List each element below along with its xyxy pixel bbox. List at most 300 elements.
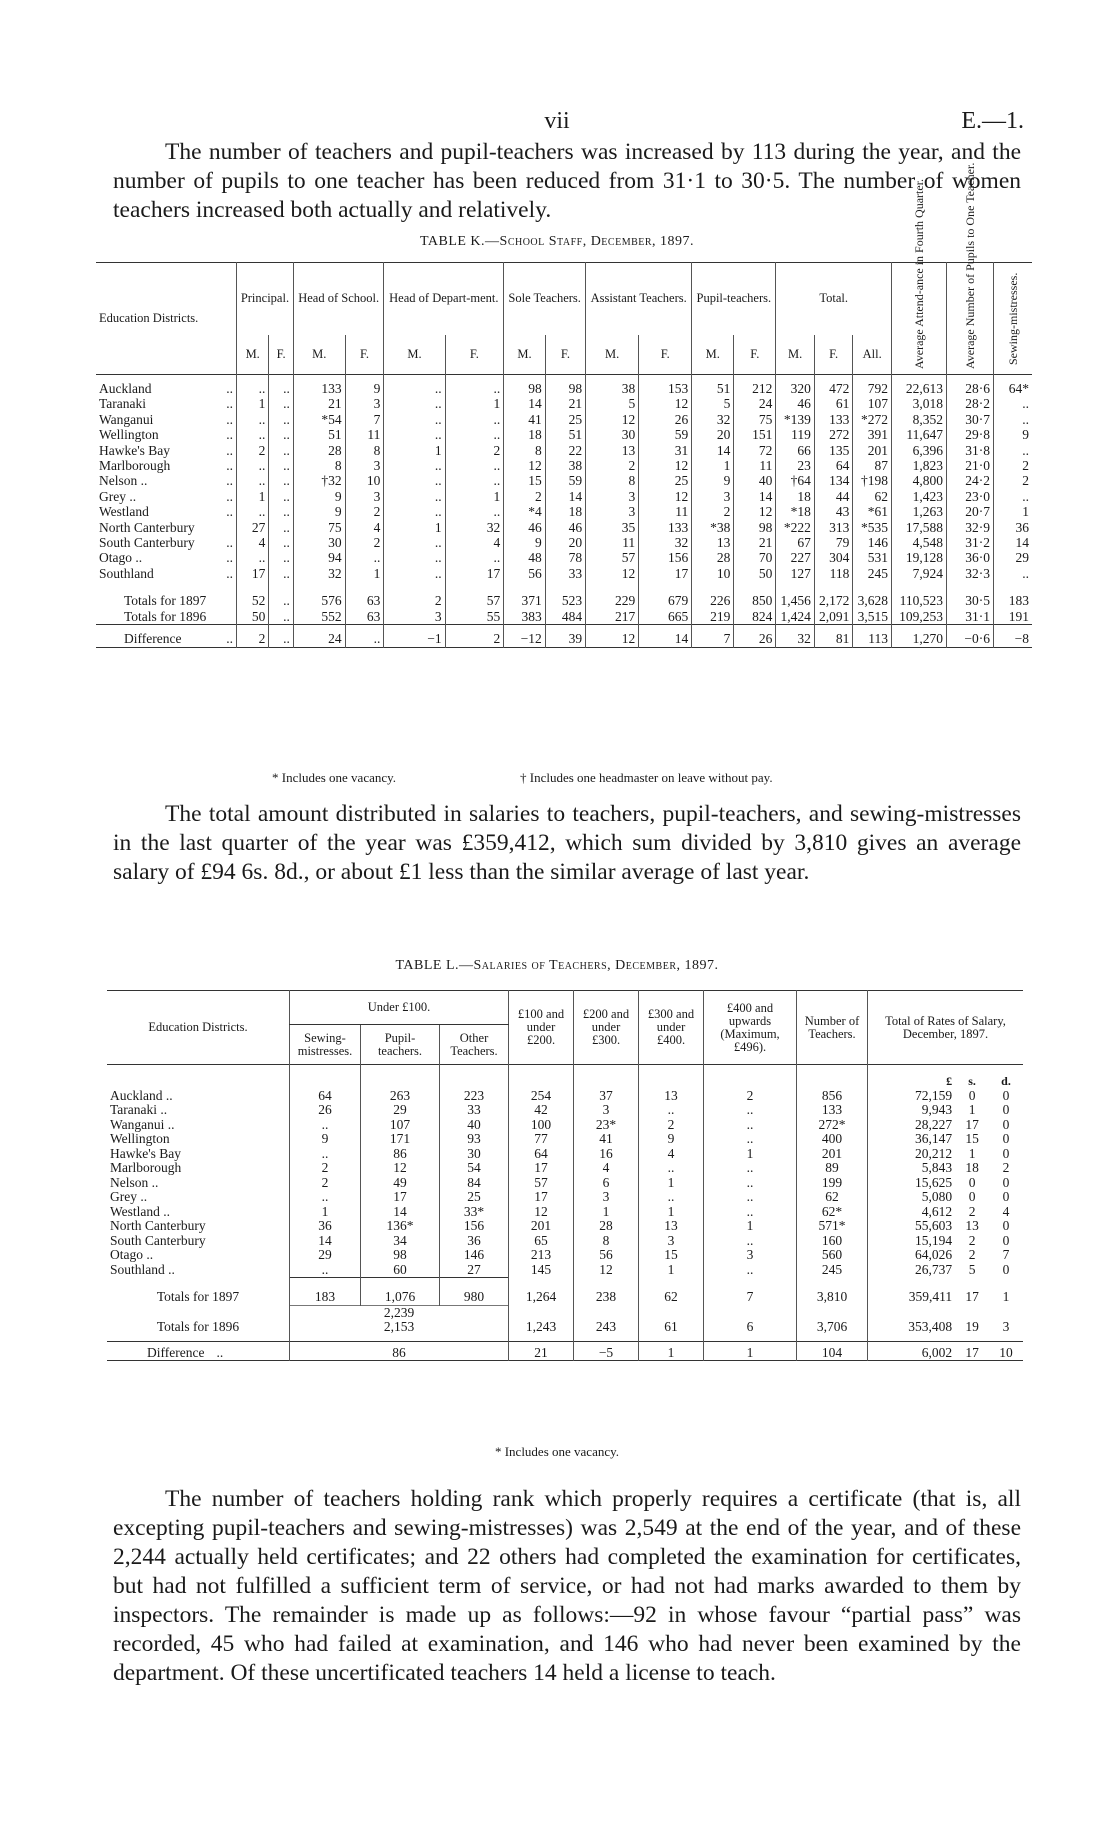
k-row-northcanterbury-pupil-m: *38 <box>692 520 734 535</box>
l-row-westland <box>107 1205 1023 1220</box>
l-row-auckland-pupil: 263 <box>361 1089 440 1104</box>
k-row-marlborough-label: Marlborough <box>99 458 171 474</box>
l-difference-dots: .. <box>216 1344 224 1360</box>
l-row-taranaki-label: Taranaki .. <box>110 1102 168 1117</box>
k-row-northcanterbury-sole-m: 46 <box>504 520 546 535</box>
l-row-auckland-sewing: 64 <box>290 1089 361 1104</box>
k-row-wellington-name <box>96 427 237 442</box>
k-totals-1897-assistant-m: 229 <box>586 581 639 608</box>
th-assistant-f: F. <box>639 335 692 375</box>
l-row-taranaki-pence: 0 <box>1002 1102 1010 1117</box>
l-row-southland-other: 27 <box>440 1263 509 1278</box>
l-row-nelson-number: 199 <box>797 1176 868 1191</box>
l-row-grey-sewing: .. <box>290 1190 361 1205</box>
l-row-wellington-name <box>107 1132 290 1147</box>
k-row-hawkesbay-principal-f: .. <box>269 443 294 458</box>
l-row-taranaki-100-200: 42 <box>509 1103 574 1118</box>
k-row-westland-assistant-m: 3 <box>586 504 639 519</box>
k-totals-1897-total-all: 3,628 <box>853 581 892 608</box>
l-row-grey-400-up: .. <box>704 1190 797 1205</box>
l-difference-number: 104 <box>797 1341 868 1361</box>
k-row-southland <box>96 566 1032 581</box>
th-principal: Principal. <box>237 263 294 335</box>
l-row-taranaki-300-400: .. <box>639 1103 704 1118</box>
k-row-nelson-assistant-f: 25 <box>639 473 692 488</box>
l-row-marlborough-400-up: .. <box>704 1161 797 1176</box>
k-row-westland-principal-m: .. <box>237 504 269 519</box>
k-row-wanganui-assistant-m: 12 <box>586 412 639 427</box>
k-row-hawkesbay-total-f: 135 <box>814 443 853 458</box>
l-totals-1897-shillings: 17 <box>965 1289 979 1304</box>
k-row-marlborough-total-m: 23 <box>776 458 815 473</box>
table-l-note-vacancy: * Includes one vacancy. <box>494 1444 620 1459</box>
lsd-shillings: s. <box>968 1073 976 1088</box>
k-row-marlborough-sole-m: 12 <box>504 458 546 473</box>
k-row-southcanterbury-total-m: 67 <box>776 535 815 550</box>
k-row-grey <box>96 489 1032 504</box>
l-combined-blank-number <box>797 1305 868 1320</box>
k-row-southcanterbury-pupil-f: 21 <box>734 535 776 550</box>
l-row-wanganui-number: 272* <box>797 1118 868 1133</box>
l-row-marlborough-pounds: 5,843 <box>868 1161 956 1176</box>
k-row-northcanterbury-sewing: 36 <box>994 520 1033 535</box>
k-row-southcanterbury-sole-f: 20 <box>545 535 585 550</box>
k-row-wanganui-total-m: *139 <box>776 412 815 427</box>
k-difference-sole-f: 39 <box>545 625 585 647</box>
l-row-southland-name <box>107 1263 290 1278</box>
l-row-nelson-pupil: 49 <box>361 1176 440 1191</box>
k-row-grey-avg-attendance: 1,423 <box>892 489 947 504</box>
l-row-hawkesbay-label: Hawke's Bay <box>110 1145 182 1161</box>
l-row-grey <box>107 1190 1023 1205</box>
l-row-westland-shillings: 2 <box>968 1203 976 1219</box>
k-row-southcanterbury-sole-m: 9 <box>504 535 546 550</box>
k-row-otago-avg-pupils: 36·0 <box>947 550 994 565</box>
k-row-southland-assistant-f: 17 <box>639 566 692 581</box>
k-row-southland-sole-m: 56 <box>504 566 546 581</box>
l-row-marlborough-name <box>107 1161 290 1176</box>
k-row-southcanterbury-dots: .. <box>226 535 233 551</box>
l-row-westland-pence: 4 <box>1002 1203 1010 1219</box>
l-row-auckland-pence: 0 <box>1002 1087 1010 1103</box>
l-row-marlborough-label: Marlborough <box>110 1160 182 1175</box>
th-l-number: Number of Teachers. <box>797 991 868 1065</box>
k-row-marlborough-dots: .. <box>226 458 233 474</box>
l-row-grey-name <box>107 1190 290 1205</box>
l-row-otago-400-up: 3 <box>704 1248 797 1263</box>
k-row-grey-assistant-m: 3 <box>586 489 639 504</box>
k-row-nelson-sole-f: 59 <box>545 473 585 488</box>
l-row-westland-number: 62* <box>797 1205 868 1220</box>
table-l-caption <box>0 958 1114 974</box>
k-row-grey-total-all: 62 <box>853 489 892 504</box>
k-difference-total-all: 113 <box>853 625 892 647</box>
l-row-otago-sewing: 29 <box>290 1248 361 1263</box>
k-row-wellington-assistant-m: 30 <box>586 427 639 442</box>
l-row-southcanterbury-shillings: 2 <box>968 1232 976 1248</box>
l-row-northcanterbury-100-200: 201 <box>509 1219 574 1234</box>
k-row-wanganui-head-dept-m: .. <box>384 412 445 427</box>
k-difference-name <box>96 625 237 647</box>
k-row-hawkesbay-total-m: 66 <box>776 443 815 458</box>
k-totals-1897-sole-m: 371 <box>504 581 546 608</box>
l-row-nelson-pounds: 15,625 <box>868 1176 956 1191</box>
lsd-spacer-other <box>440 1065 509 1089</box>
l-row-hawkesbay-name <box>107 1147 290 1162</box>
k-totals-1896-head-dept-f: 55 <box>445 609 504 625</box>
k-row-hawkesbay-sole-m: 8 <box>504 443 546 458</box>
l-row-wellington-pence: 0 <box>1002 1131 1010 1146</box>
th-pupil-teachers: Pupil-teachers. <box>692 263 776 335</box>
lsd-spacer-400 <box>704 1065 797 1089</box>
k-row-westland-pupil-m: 2 <box>692 504 734 519</box>
k-totals-1896-name <box>96 609 237 625</box>
k-row-wellington-sole-m: 18 <box>504 427 546 442</box>
k-row-marlborough-avg-pupils: 21·0 <box>947 458 994 473</box>
l-totals-1896-400-up: 6 <box>704 1320 797 1341</box>
k-row-taranaki-total-m: 46 <box>776 396 815 411</box>
l-row-grey-label: Grey .. <box>110 1189 148 1204</box>
lsd-spacer-sewing <box>290 1065 361 1089</box>
k-row-northcanterbury-assistant-m: 35 <box>586 520 639 535</box>
l-combined-1897-value: 2,239 <box>290 1305 509 1320</box>
k-row-otago-label: Otago .. <box>99 550 143 566</box>
k-totals-1897-head-dept-f: 57 <box>445 581 504 608</box>
l-row-taranaki-200-300: 3 <box>574 1103 639 1118</box>
l-combined-blank-300-400 <box>639 1305 704 1320</box>
l-row-nelson-pence: 0 <box>1002 1174 1010 1190</box>
l-row-hawkesbay-pupil: 86 <box>361 1147 440 1162</box>
k-row-marlborough-head-school-f: 3 <box>345 458 384 473</box>
l-totals-1897-400-up: 7 <box>704 1278 797 1306</box>
k-row-grey-principal-m: 1 <box>237 489 269 504</box>
l-row-westland-pounds: 4,612 <box>868 1205 956 1220</box>
k-row-otago-principal-f: .. <box>269 550 294 565</box>
k-difference-sole-m: −12 <box>504 625 546 647</box>
l-row-otago-pupil: 98 <box>361 1248 440 1263</box>
l-row-nelson-300-400: 1 <box>639 1176 704 1191</box>
k-row-auckland-total-all: 792 <box>853 375 892 397</box>
l-row-auckland <box>107 1089 1023 1104</box>
k-totals-1896-sole-m: 383 <box>504 609 546 625</box>
l-row-auckland-name <box>107 1089 290 1104</box>
k-row-grey-pupil-m: 3 <box>692 489 734 504</box>
k-row-wellington-total-all: 391 <box>853 427 892 442</box>
l-row-wellington-pounds: 36,147 <box>868 1132 956 1147</box>
l-row-westland-pupil: 14 <box>361 1205 440 1220</box>
k-row-wellington-total-m: 119 <box>776 427 815 442</box>
k-totals-1897-principal-f: .. <box>269 581 294 608</box>
k-totals-1897-pupil-f: 850 <box>734 581 776 608</box>
k-row-auckland-principal-m: .. <box>237 375 269 397</box>
k-row-grey-dots: .. <box>226 488 233 504</box>
k-row-nelson-name <box>96 473 237 488</box>
l-row-taranaki-other: 33 <box>440 1103 509 1118</box>
k-row-northcanterbury-total-f: 313 <box>814 520 853 535</box>
l-row-wanganui-100-200: 100 <box>509 1118 574 1133</box>
k-row-wanganui-head-dept-f: .. <box>445 412 504 427</box>
l-combined-spacer <box>107 1305 290 1320</box>
k-row-marlborough-avg-attendance: 1,823 <box>892 458 947 473</box>
k-row-hawkesbay-head-school-m: 28 <box>293 443 345 458</box>
th-l-100-200: £100 and under £200. <box>509 991 574 1065</box>
k-totals-1897-assistant-f: 679 <box>639 581 692 608</box>
l-row-taranaki-pounds: 9,943 <box>868 1103 956 1118</box>
k-row-otago-pupil-f: 70 <box>734 550 776 565</box>
k-row-auckland-total-m: 320 <box>776 375 815 397</box>
k-row-southcanterbury <box>96 535 1032 550</box>
l-row-grey-number: 62 <box>797 1190 868 1205</box>
table-k-note-vacancy: * Includes one vacancy. <box>272 770 397 785</box>
k-row-northcanterbury-avg-pupils: 32·9 <box>947 520 994 535</box>
k-row-auckland <box>96 375 1032 397</box>
l-row-grey-pupil: 17 <box>361 1190 440 1205</box>
k-difference <box>96 625 1032 647</box>
k-row-auckland-label: Auckland <box>99 381 152 396</box>
k-totals-1896-label: Totals for 1896 <box>124 608 207 624</box>
th-total-all: All. <box>853 335 892 375</box>
l-row-nelson-400-up: .. <box>704 1176 797 1191</box>
k-row-hawkesbay-avg-attendance: 6,396 <box>892 443 947 458</box>
th-sole-teachers: Sole Teachers. <box>504 263 586 335</box>
k-row-northcanterbury-total-all: *535 <box>853 520 892 535</box>
k-row-westland-assistant-f: 11 <box>639 504 692 519</box>
k-row-westland-sole-f: 18 <box>545 504 585 519</box>
k-row-southcanterbury-head-school-f: 2 <box>345 535 384 550</box>
l-row-southland-number: 245 <box>797 1263 868 1278</box>
k-row-taranaki-total-all: 107 <box>853 396 892 411</box>
k-row-nelson-head-dept-m: .. <box>384 473 445 488</box>
k-row-westland-dots: .. <box>226 504 233 520</box>
l-row-auckland-pounds: 72,159 <box>868 1089 956 1104</box>
k-totals-1896-sewing: 191 <box>994 609 1033 625</box>
l-row-wanganui-pupil: 107 <box>361 1118 440 1133</box>
k-totals-1896-head-dept-m: 3 <box>384 609 445 625</box>
l-row-auckland-number: 856 <box>797 1089 868 1104</box>
lsd-pounds: £ <box>868 1065 956 1089</box>
l-row-northcanterbury-number: 571* <box>797 1219 868 1234</box>
th-sole-m: M. <box>504 335 546 375</box>
l-row-westland-other: 33* <box>440 1205 509 1220</box>
l-row-southland-sewing: .. <box>290 1263 361 1278</box>
k-totals-1896-head-school-f: 63 <box>345 609 384 625</box>
k-row-southcanterbury-name <box>96 535 237 550</box>
l-row-nelson-label: Nelson .. <box>110 1174 159 1190</box>
k-row-nelson <box>96 473 1032 488</box>
k-row-westland-name <box>96 504 237 519</box>
k-row-wellington-head-dept-m: .. <box>384 427 445 442</box>
l-row-nelson-sewing: 2 <box>290 1176 361 1191</box>
k-row-hawkesbay-head-dept-m: 1 <box>384 443 445 458</box>
k-row-northcanterbury-assistant-f: 133 <box>639 520 692 535</box>
k-difference-label: Difference <box>124 631 182 647</box>
k-row-hawkesbay-assistant-m: 13 <box>586 443 639 458</box>
k-difference-head-dept-f: 2 <box>445 625 504 647</box>
k-row-otago-head-dept-m: .. <box>384 550 445 565</box>
lsd-spacer-100 <box>509 1065 574 1089</box>
l-row-wanganui-other: 40 <box>440 1118 509 1133</box>
l-row-wanganui-name <box>107 1118 290 1133</box>
l-row-hawkesbay-300-400: 4 <box>639 1147 704 1162</box>
k-row-taranaki-sole-m: 14 <box>504 396 546 411</box>
l-totals-1896-300-400: 61 <box>639 1320 704 1341</box>
k-row-taranaki-principal-f: .. <box>269 396 294 411</box>
k-row-marlborough-pupil-f: 11 <box>734 458 776 473</box>
k-row-grey-total-m: 18 <box>776 489 815 504</box>
k-row-northcanterbury-name <box>96 520 237 535</box>
l-combined-blank-200-300 <box>574 1305 639 1320</box>
th-average-pupils-text: Average Number of Pupils to One Teacher. <box>963 162 977 369</box>
l-totals-1896-pounds: 353,408 <box>868 1320 956 1341</box>
l-row-wanganui-shillings: 17 <box>965 1116 979 1132</box>
l-row-wanganui <box>107 1118 1023 1133</box>
k-row-grey-pupil-f: 14 <box>734 489 776 504</box>
th-principal-m: M. <box>237 335 269 375</box>
lsd-spacer-number <box>797 1065 868 1089</box>
k-row-auckland-assistant-m: 38 <box>586 375 639 397</box>
k-row-southland-total-m: 127 <box>776 566 815 581</box>
k-row-nelson-head-dept-f: .. <box>445 473 504 488</box>
k-difference-avg-attendance: 1,270 <box>892 625 947 647</box>
k-row-nelson-principal-m: .. <box>237 473 269 488</box>
l-difference-400-up: 1 <box>704 1341 797 1361</box>
k-row-southland-sewing: .. <box>994 566 1033 581</box>
k-row-wanganui-dots: .. <box>226 411 233 427</box>
th-total-m: M. <box>776 335 815 375</box>
l-row-wellington-200-300: 41 <box>574 1132 639 1147</box>
l-totals-1897-pupil: 1,076 <box>361 1278 440 1306</box>
k-row-southland-head-school-m: 32 <box>293 566 345 581</box>
l-row-northcanterbury-400-up: 1 <box>704 1219 797 1234</box>
l-row-northcanterbury-pounds: 55,603 <box>868 1219 956 1234</box>
l-combined-blank-total <box>868 1305 1024 1320</box>
k-row-westland-avg-pupils: 20·7 <box>947 504 994 519</box>
k-row-grey-avg-pupils: 23·0 <box>947 489 994 504</box>
k-row-wellington-principal-m: .. <box>237 427 269 442</box>
k-row-westland-pupil-f: 12 <box>734 504 776 519</box>
k-row-marlborough-assistant-m: 2 <box>586 458 639 473</box>
l-row-southland-pounds: 26,737 <box>868 1263 956 1278</box>
k-row-hawkesbay-principal-m: 2 <box>237 443 269 458</box>
k-row-southcanterbury-label: South Canterbury <box>99 535 195 551</box>
k-row-nelson-head-school-m: †32 <box>293 473 345 488</box>
l-row-marlborough-pupil: 12 <box>361 1161 440 1176</box>
k-row-nelson-label: Nelson .. <box>99 473 148 489</box>
l-row-marlborough-200-300: 4 <box>574 1161 639 1176</box>
k-row-marlborough-sewing: 2 <box>994 458 1033 473</box>
k-row-hawkesbay-assistant-f: 31 <box>639 443 692 458</box>
th-head-of-department: Head of Depart-ment. <box>384 263 504 335</box>
l-row-otago <box>107 1248 1023 1263</box>
k-row-wellington-label: Wellington <box>99 427 159 443</box>
k-row-wellington-sole-f: 51 <box>545 427 585 442</box>
k-difference-assistant-f: 14 <box>639 625 692 647</box>
k-row-hawkesbay-head-school-f: 8 <box>345 443 384 458</box>
k-row-wanganui-name <box>96 412 237 427</box>
th-assistant-m: M. <box>586 335 639 375</box>
k-row-westland-sewing: 1 <box>994 504 1033 519</box>
k-row-hawkesbay-avg-pupils: 31·8 <box>947 443 994 458</box>
paragraph-certificates: The number of teachers holding rank which properly requires a certificate (that is, all excepting pupil-teachers and sewing-mistresses) was 2,549 at the end of the year, and of these 2,244 actually held certificates; and 22 others had completed the examination for certificates, but had not fulfilled a sufficient term of service, or had not had marks awarded to them by inspectors. The remainder is made up as follows:—92 in whose favour “partial pass” was recorded, 45 who had failed at examination, and 146 who had never been examined by the department. Of these uncertificated teachers 14 held a license to teach. <box>113 1486 1021 1686</box>
l-row-marlborough-pence: 2 <box>1002 1160 1010 1175</box>
l-row-taranaki-400-up: .. <box>704 1103 797 1118</box>
k-difference-principal-f: .. <box>269 625 294 647</box>
document-code: E.—1. <box>961 108 1024 134</box>
k-totals-1896-pupil-m: 219 <box>692 609 734 625</box>
k-row-grey-sole-f: 14 <box>545 489 585 504</box>
k-row-auckland-head-school-f: 9 <box>345 375 384 397</box>
k-row-hawkesbay-label: Hawke's Bay <box>99 442 171 458</box>
th-head-of-school: Head of School. <box>293 263 384 335</box>
l-row-marlborough-300-400: .. <box>639 1161 704 1176</box>
k-row-northcanterbury-avg-attendance: 17,588 <box>892 520 947 535</box>
k-row-nelson-total-f: 134 <box>814 473 853 488</box>
th-pupil-m: M. <box>692 335 734 375</box>
l-totals-1896-number: 3,706 <box>797 1320 868 1341</box>
k-totals-1897-head-school-m: 576 <box>293 581 345 608</box>
k-row-southland-principal-f: .. <box>269 566 294 581</box>
k-row-taranaki-principal-m: 1 <box>237 396 269 411</box>
l-difference <box>107 1341 1023 1361</box>
k-row-westland-total-f: 43 <box>814 504 853 519</box>
th-total: Total. <box>776 263 892 335</box>
l-row-southland-100-200: 145 <box>509 1263 574 1278</box>
k-row-hawkesbay-sole-f: 22 <box>545 443 585 458</box>
l-row-hawkesbay-sewing: .. <box>290 1147 361 1162</box>
l-row-otago-shillings: 2 <box>968 1247 976 1262</box>
l-row-southcanterbury-other: 36 <box>440 1234 509 1249</box>
l-row-marlborough <box>107 1161 1023 1176</box>
k-row-wanganui-head-school-f: 7 <box>345 412 384 427</box>
k-row-marlborough-pupil-m: 1 <box>692 458 734 473</box>
k-row-westland-head-school-f: 2 <box>345 504 384 519</box>
k-row-hawkesbay-pupil-m: 14 <box>692 443 734 458</box>
l-row-wellington <box>107 1132 1023 1147</box>
k-row-wellington-head-dept-f: .. <box>445 427 504 442</box>
k-row-nelson-dots: .. <box>226 473 233 489</box>
th-head-dept-m: M. <box>384 335 445 375</box>
k-row-wanganui-sewing: .. <box>994 412 1033 427</box>
l-row-hawkesbay <box>107 1147 1023 1162</box>
k-row-northcanterbury <box>96 520 1032 535</box>
k-row-grey-assistant-f: 12 <box>639 489 692 504</box>
l-difference-pence: 10 <box>999 1344 1013 1360</box>
l-totals-1897 <box>107 1278 1023 1306</box>
k-row-otago-principal-m: .. <box>237 550 269 565</box>
l-row-grey-100-200: 17 <box>509 1190 574 1205</box>
k-row-nelson-head-school-f: 10 <box>345 473 384 488</box>
th-l-300-400: £300 and under £400. <box>639 991 704 1065</box>
k-row-hawkesbay-pupil-f: 72 <box>734 443 776 458</box>
k-row-auckland-avg-attendance: 22,613 <box>892 375 947 397</box>
l-row-auckland-shillings: 0 <box>968 1087 976 1103</box>
table-k-caption-prefix: TABLE K.— <box>419 234 500 249</box>
k-totals-1897-sole-f: 523 <box>545 581 585 608</box>
k-row-wellington-dots: .. <box>226 427 233 443</box>
k-row-southland-head-school-f: 1 <box>345 566 384 581</box>
k-row-grey-head-dept-f: 1 <box>445 489 504 504</box>
k-row-wellington-avg-attendance: 11,647 <box>892 427 947 442</box>
k-row-southcanterbury-assistant-f: 32 <box>639 535 692 550</box>
k-totals-1897-total-m: 1,456 <box>776 581 815 608</box>
l-row-southland-200-300: 12 <box>574 1263 639 1278</box>
k-row-northcanterbury-label: North Canterbury <box>99 519 195 535</box>
k-row-southland-avg-attendance: 7,924 <box>892 566 947 581</box>
k-row-hawkesbay-total-all: 201 <box>853 443 892 458</box>
l-row-auckland-100-200: 254 <box>509 1089 574 1104</box>
k-totals-1897-avg-attendance: 110,523 <box>892 581 947 608</box>
k-row-taranaki-name <box>96 396 237 411</box>
